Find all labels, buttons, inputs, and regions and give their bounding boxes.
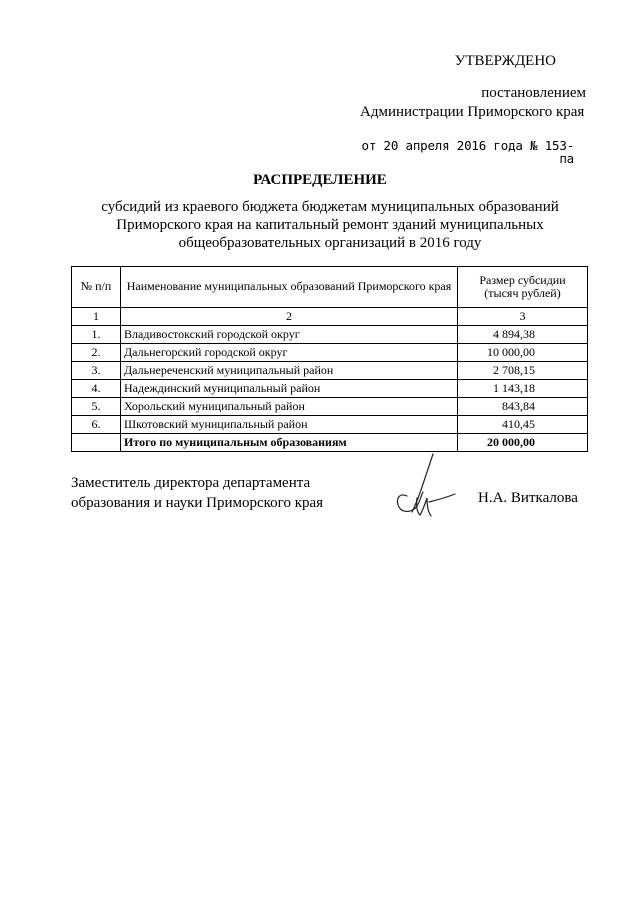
- signatory-position-line1: Заместитель директора департамента: [71, 475, 311, 491]
- row-num: 3.: [72, 362, 121, 380]
- row-num: 1.: [72, 326, 121, 344]
- row-num: 5.: [72, 398, 121, 416]
- row-name: Дальнегорский городской округ: [121, 344, 458, 362]
- row-name: Шкотовский муниципальный район: [121, 416, 458, 434]
- table-row: [72, 380, 588, 398]
- approval-block: [360, 54, 600, 165]
- row-name: Надеждинский муниципальный район: [121, 380, 458, 398]
- table-row: [72, 344, 588, 362]
- signatory-position: [71, 474, 323, 513]
- row-name: Владивостокский городской округ: [121, 326, 458, 344]
- header-amount: Размер субсидии (тысяч рублей): [458, 267, 588, 308]
- table-row: [72, 326, 588, 344]
- document-subtitle: субсидий из краевого бюджета бюджетам муниципальных образований Приморского края на капитальный ремонт зданий муниципальных общеобразовательных организаций в 2016 году: [101, 199, 559, 251]
- total-amount: 20 000,00: [458, 434, 588, 452]
- signatory-position-line2: образования и науки Приморского края: [71, 494, 324, 511]
- total-num-cell: [72, 434, 121, 452]
- handwritten-signature: [385, 452, 475, 532]
- approval-order: от 20 апреля 2016 года № 153-па: [361, 138, 574, 166]
- index-cell: 2: [121, 308, 458, 326]
- row-name: Дальнереченский муниципальный район: [121, 362, 458, 380]
- approval-line1: постановлением: [481, 85, 586, 101]
- total-label: Итого по муниципальным образованиям: [121, 434, 458, 452]
- header-num: № п/п: [72, 267, 121, 308]
- signatory-name: Н.А. Виткалова: [478, 490, 578, 506]
- table-total-row: [72, 434, 588, 452]
- approval-title: УТВЕРЖДЕНО: [454, 53, 556, 69]
- row-num: 2.: [72, 344, 121, 362]
- row-name: Хорольский муниципальный район: [121, 398, 458, 416]
- row-amount: 843,84: [458, 398, 588, 416]
- table-header-row: [72, 267, 588, 308]
- document-title: РАСПРЕДЕЛЕНИЕ: [253, 172, 387, 188]
- row-num: 6.: [72, 416, 121, 434]
- index-cell: 1: [72, 308, 121, 326]
- approval-line2: Администрации Приморского края: [360, 104, 585, 120]
- row-amount: 2 708,15: [458, 362, 588, 380]
- table-row: [72, 362, 588, 380]
- row-amount: 10 000,00: [458, 344, 588, 362]
- distribution-table: [71, 266, 588, 452]
- table-row: [72, 416, 588, 434]
- header-name: Наименование муниципальных образований Приморского края: [121, 267, 458, 308]
- row-amount: 410,45: [458, 416, 588, 434]
- index-cell: 3: [458, 308, 588, 326]
- table-row: [72, 398, 588, 416]
- row-amount: 1 143,18: [458, 380, 588, 398]
- table-index-row: [72, 308, 588, 326]
- row-num: 4.: [72, 380, 121, 398]
- row-amount: 4 894,38: [458, 326, 588, 344]
